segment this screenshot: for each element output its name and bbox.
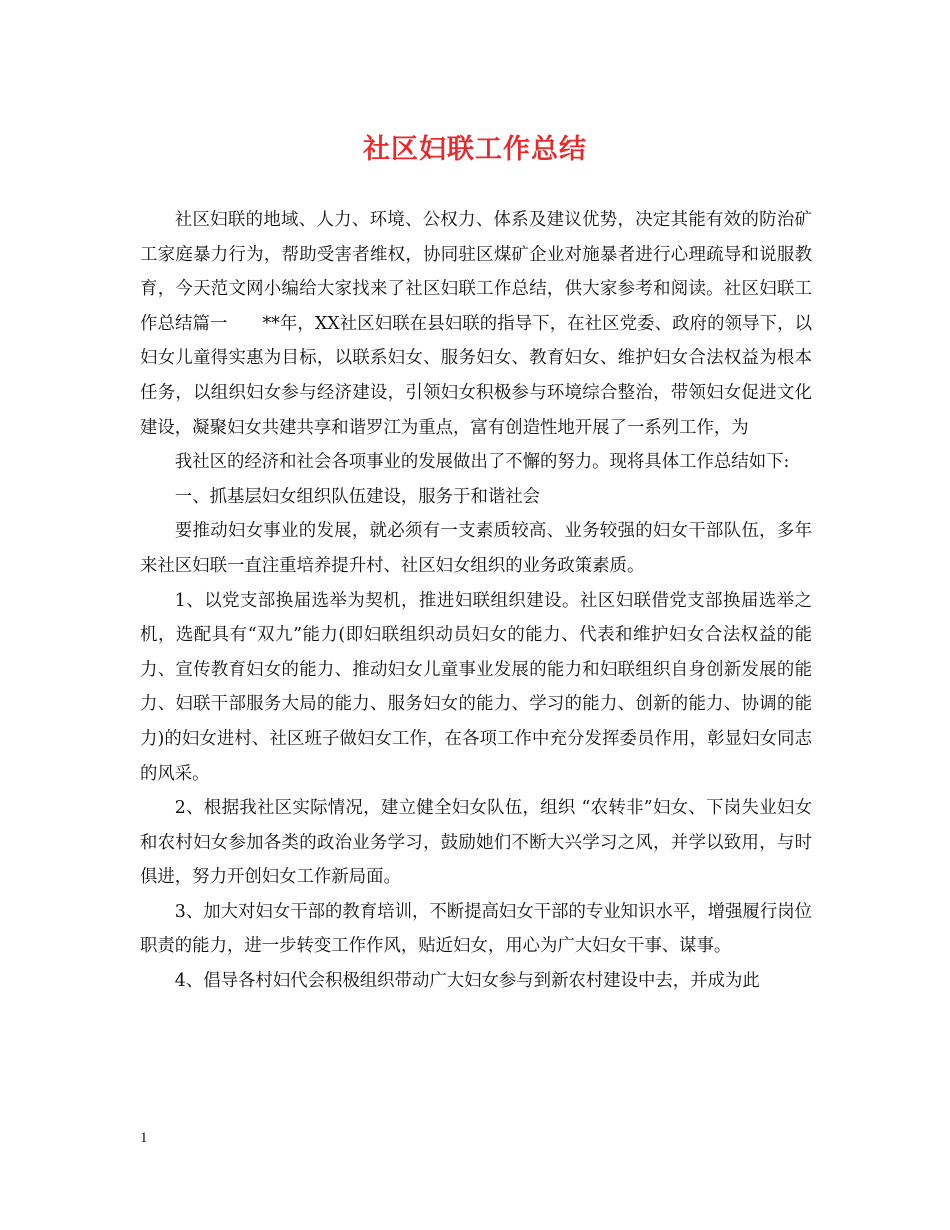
paragraph: 社区妇联的地域、人力、环境、公权力、体系及建议优势，决定其能有效的防治矿工家庭暴力行为，帮助受害者维权，协同驻区煤矿企业对施暴者进行心理疏导和说服教育，今天范文网小编给大家找来了社区妇联工作总结，供大家参考和阅读。社区妇联工作总结篇一 **年，XX社区妇联在县妇联的指导下，在社区党委、政府的领导下，以妇女儿童得实惠为目标，以联系妇女、服务妇女、教育妇女、维护妇女合法权益为根本任务，以组织妇女参与经济建设，引领妇女积极参与环境综合整治，带领妇女促进文化建设，凝聚妇女共建共享和谐罗江为重点，富有创造性地开展了一系列工作，为 — [140, 210, 812, 438]
document-body — [140, 203, 812, 999]
paragraph: 4、倡导各村妇代会积极组织带动广大妇女参与到新农村建设中去，并成为此 — [174, 971, 760, 992]
document-title: 社区妇联工作总结 — [363, 134, 587, 165]
paragraph: 我社区的经济和社会各项事业的发展做出了不懈的努力。现将具体工作总结如下: — [174, 452, 790, 473]
paragraph: 要推动妇女事业的发展，就必须有一支素质较高、业务较强的妇女干部队伍，多年来社区妇联一直注重培养提升村、社区妇女组织的业务政策素质。 — [140, 521, 812, 576]
paragraph: 一、抓基层妇女组织队伍建设，服务于和谐社会 — [174, 486, 541, 507]
paragraph: 1、以党支部换届选举为契机，推进妇联组织建设。社区妇联借党支部换届选举之机，选配具有“双九”能力(即妇联组织动员妇女的能力、代表和维护妇女合法权益的能力、宣传教育妇女的能力、推动妇女儿童事业发展的能力和妇联组织自身创新发展的能力、妇联干部服务大局的能力、服务妇女的能力、学习的能力、创新的能力、协调的能力)的妇女进村、社区班子做妇女工作，在各项工作中充分发挥委员作用，彰显妇女同志的风采。 — [140, 590, 812, 784]
paragraph: 3、加大对妇女干部的教育培训，不断提高妇女干部的专业知识水平，增强履行岗位职责的能力，进一步转变工作作风，贴近妇女，用心为广大妇女干事、谋事。 — [140, 901, 812, 957]
paragraph: 2、根据我社区实际情况，建立健全妇女队伍，组织 “农转非”妇女、下岗失业妇女和农村妇女参加各类的政治业务学习，鼓励她们不断大兴学习之风，并学以致用，与时俱进，努力开创妇女工作新局面。 — [140, 798, 812, 888]
page-number: 1 — [140, 1130, 148, 1146]
